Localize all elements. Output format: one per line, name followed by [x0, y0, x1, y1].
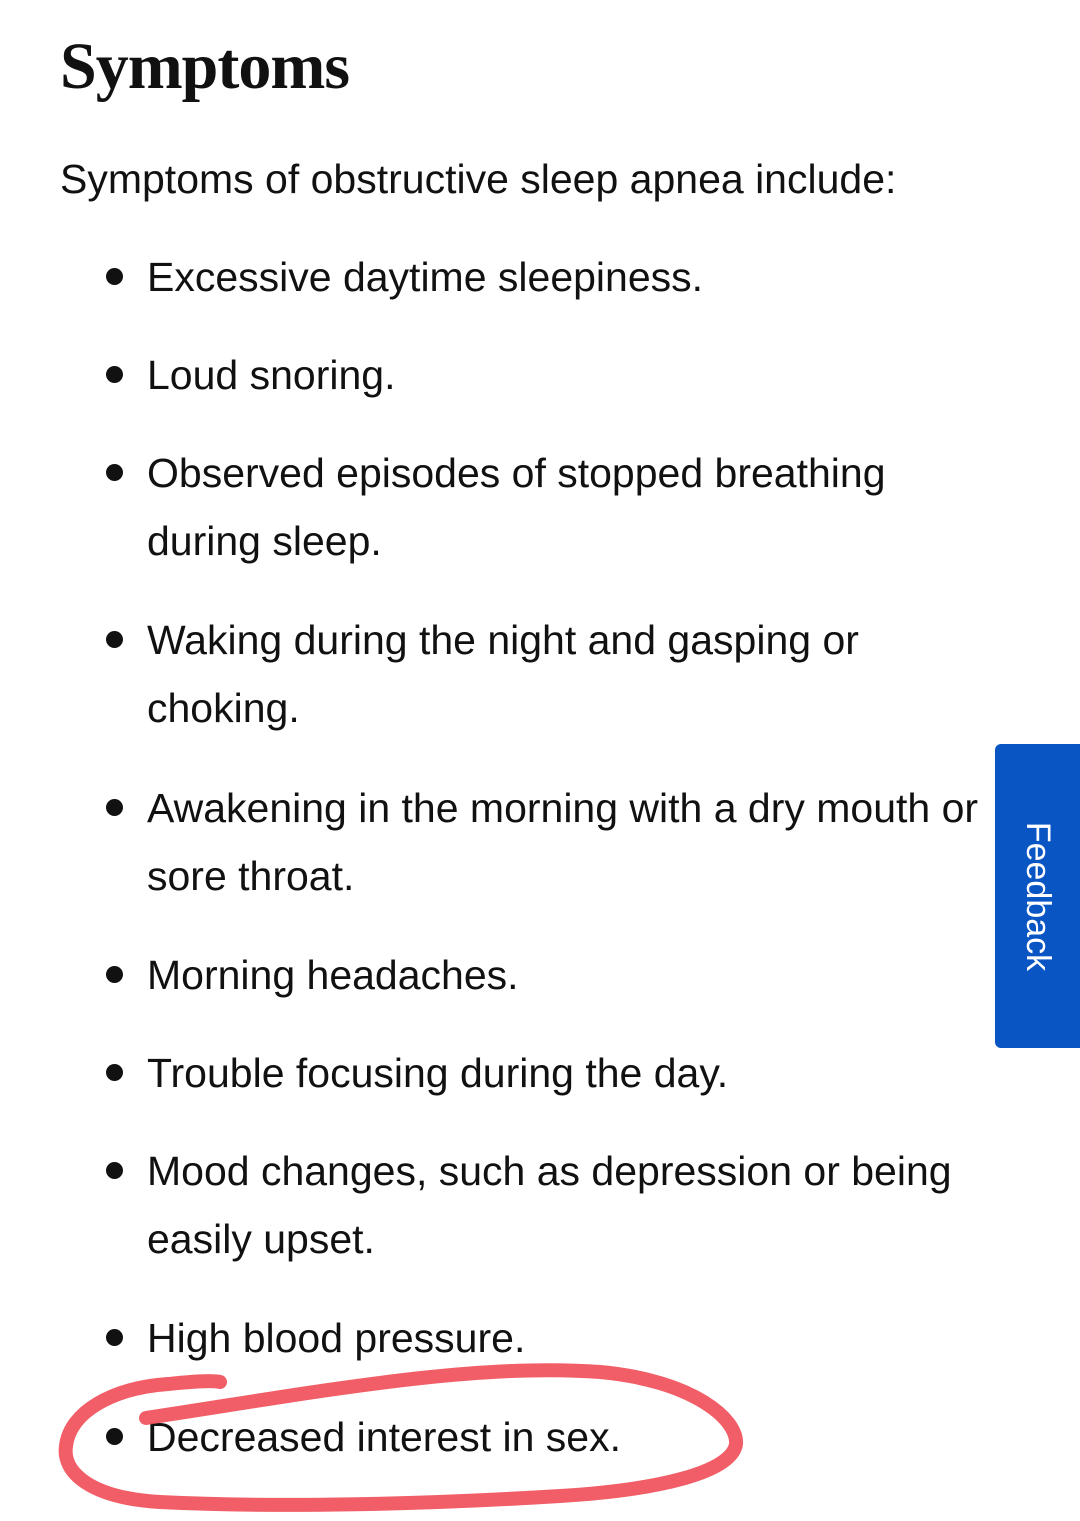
bullet-icon: [106, 464, 123, 481]
list-item: [104, 1304, 984, 1372]
list-item-text: Loud snoring.: [147, 352, 396, 398]
list-item: [104, 243, 984, 311]
list-item: [104, 1039, 984, 1107]
list-item: [104, 341, 984, 409]
bullet-icon: [106, 1064, 123, 1081]
bullet-icon: [106, 268, 123, 285]
list-item: [104, 1403, 984, 1471]
bullet-icon: [106, 366, 123, 383]
list-item-text: Trouble focusing during the day.: [147, 1050, 729, 1096]
bullet-icon: [106, 966, 123, 983]
bullet-icon: [106, 1162, 123, 1179]
feedback-button[interactable]: [995, 744, 1080, 1048]
section-heading: Symptoms: [60, 30, 350, 103]
list-item-text: Mood changes, such as depression or being easily upset.: [147, 1148, 952, 1262]
bullet-icon: [106, 1428, 123, 1445]
list-item-text: Morning headaches.: [147, 952, 519, 998]
feedback-label: Feedback: [1019, 821, 1058, 971]
list-item: [104, 439, 984, 575]
bullet-icon: [106, 1329, 123, 1346]
list-item: [104, 941, 984, 1009]
list-item-text: Decreased interest in sex.: [147, 1414, 622, 1460]
intro-text: Symptoms of obstructive sleep apnea include:: [60, 156, 897, 202]
list-item: [104, 1137, 984, 1273]
list-item-text: Observed episodes of stopped breathing during sleep.: [147, 450, 886, 564]
list-item: [104, 774, 984, 910]
list-item: [104, 606, 984, 742]
list-item-text: Waking during the night and gasping or choking.: [147, 617, 859, 731]
list-item-text: Excessive daytime sleepiness.: [147, 254, 704, 300]
list-item-text: Awakening in the morning with a dry mouth or sore throat.: [147, 785, 979, 899]
bullet-icon: [106, 631, 123, 648]
list-item-text: High blood pressure.: [147, 1315, 526, 1361]
bullet-icon: [106, 799, 123, 816]
